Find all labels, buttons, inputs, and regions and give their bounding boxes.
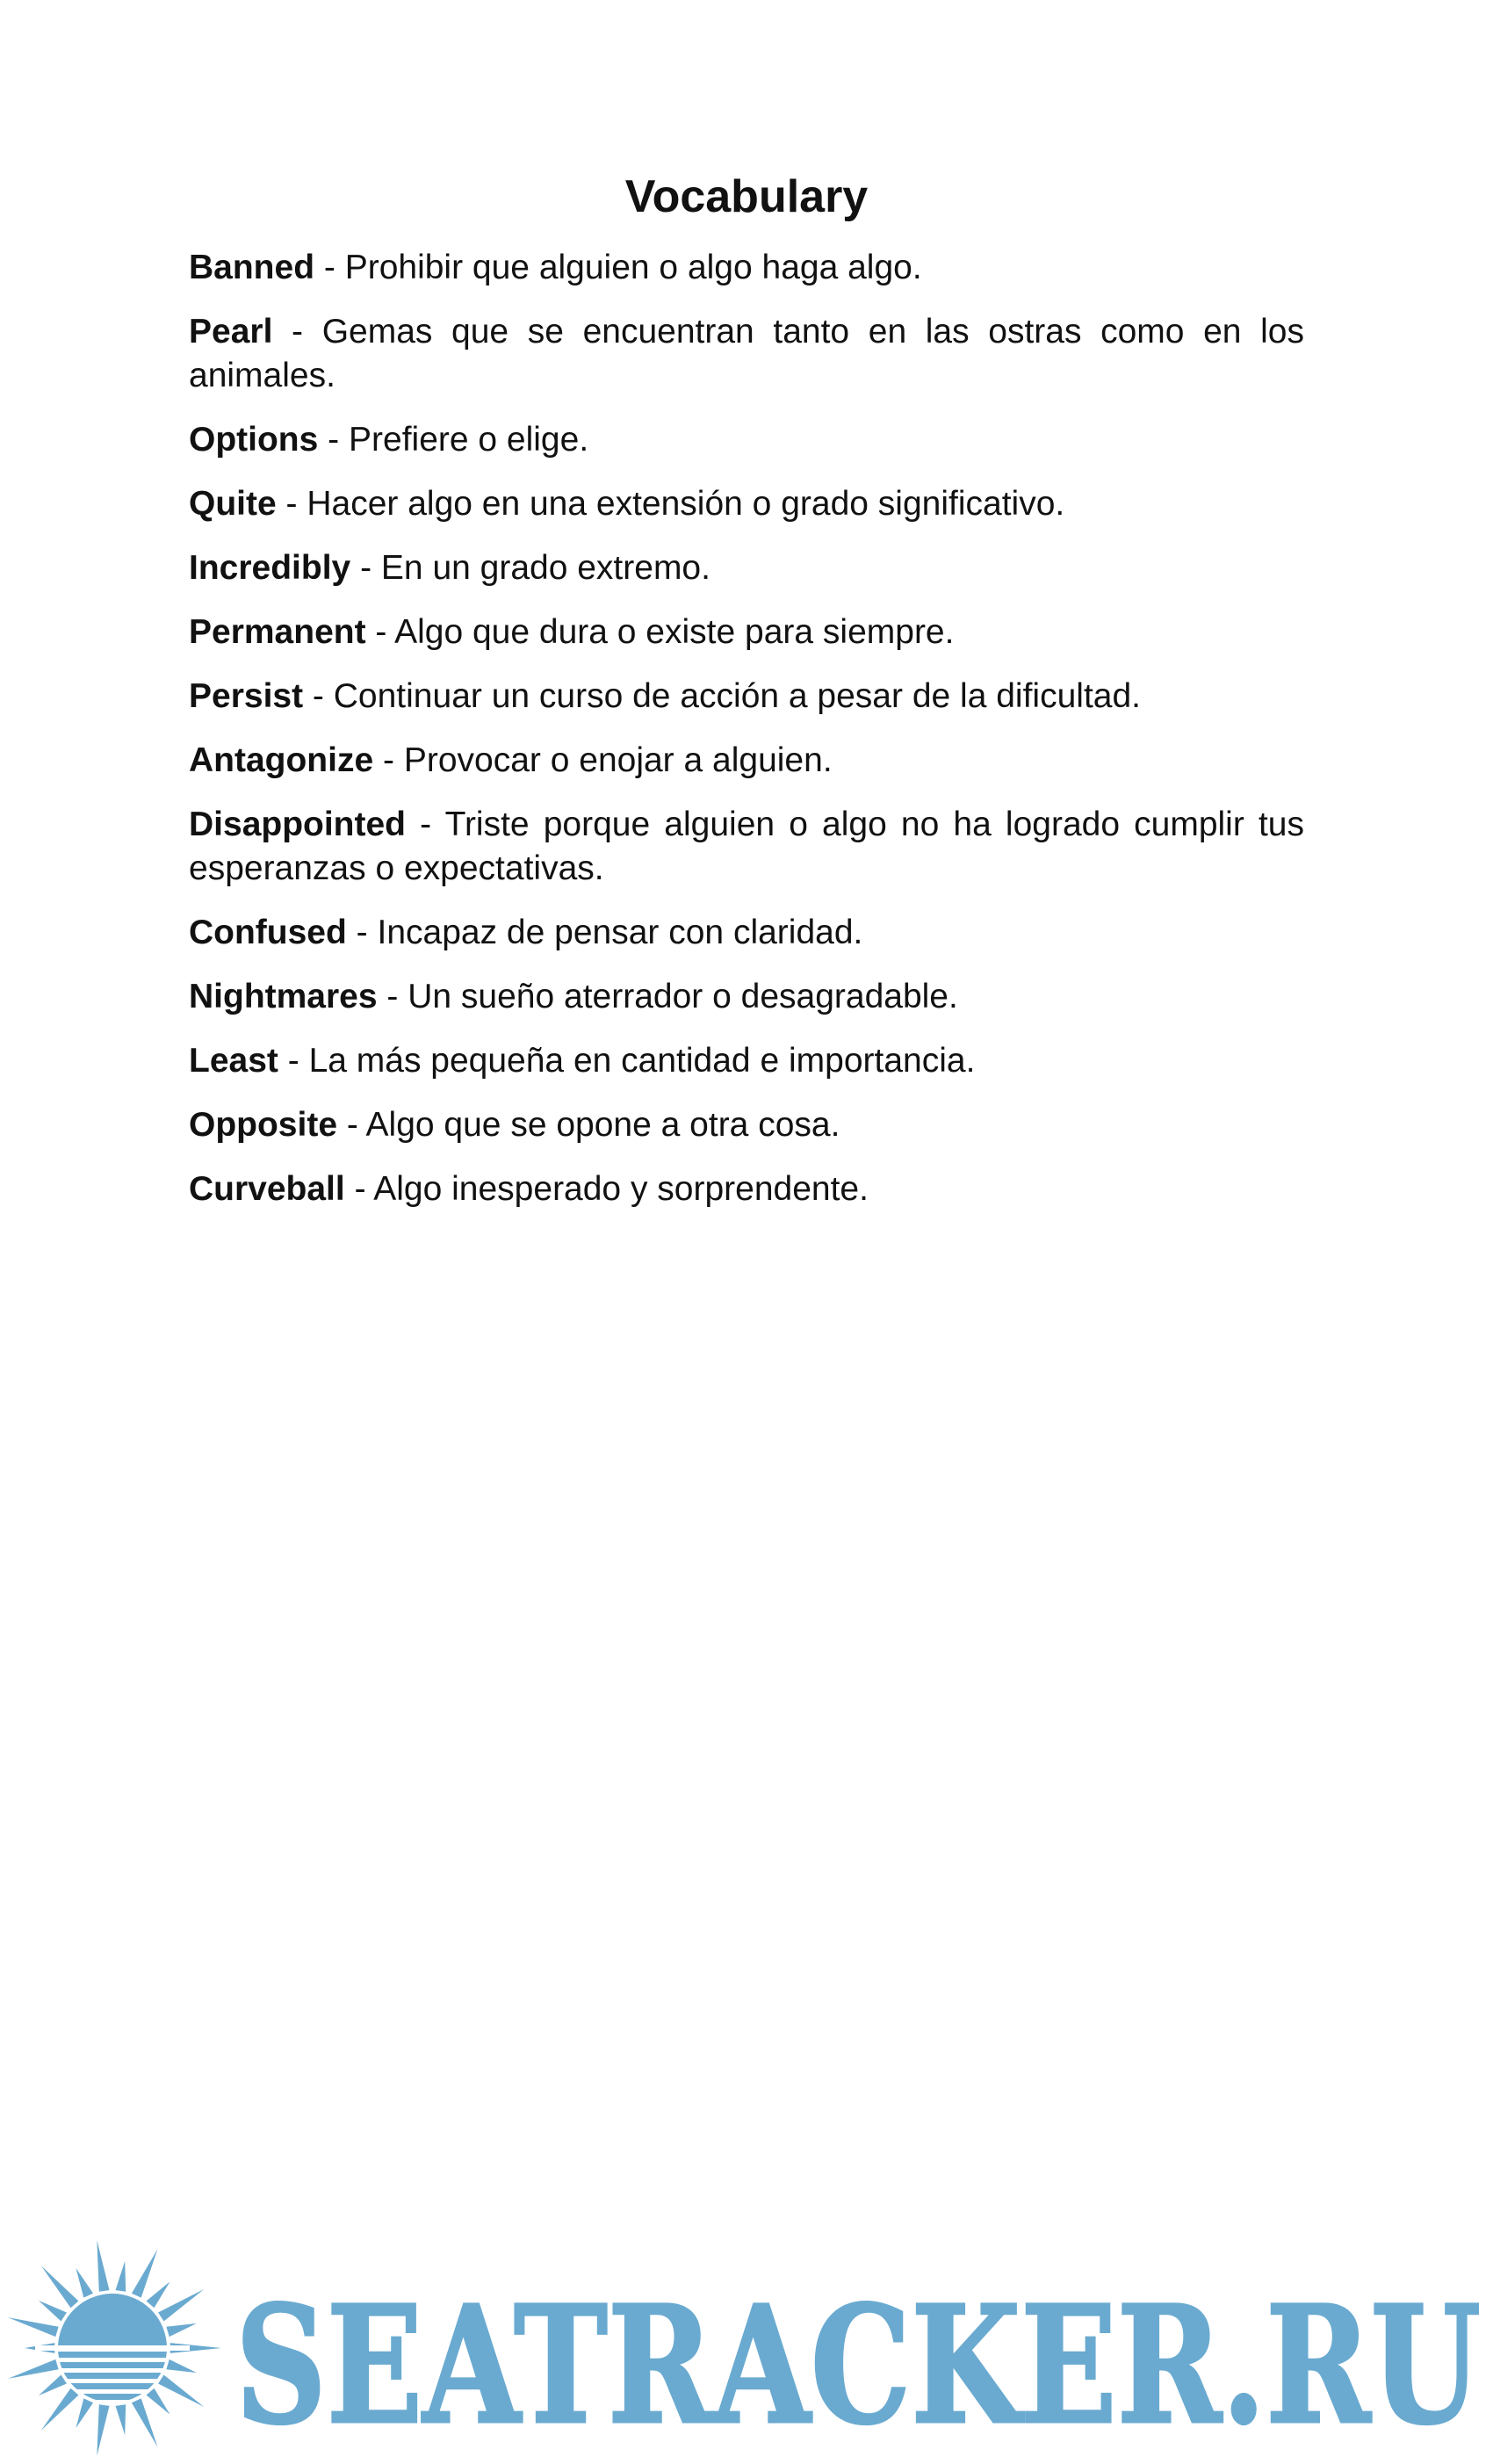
vocab-term: Disappointed: [189, 806, 407, 843]
separator: -: [303, 677, 334, 715]
vocab-definition: La más pequeña en cantidad e importancia.: [308, 1042, 976, 1080]
vocab-definition: Gemas que se encuentran tanto en las ostras como en los animales.: [189, 313, 1304, 394]
sun-ray: [41, 2388, 79, 2431]
vocab-term: Persist: [189, 677, 304, 715]
vocab-entry: [189, 611, 1304, 654]
sun-ray: [76, 2268, 93, 2298]
vocab-entry: [189, 418, 1304, 462]
separator: -: [346, 914, 378, 951]
separator: -: [272, 313, 322, 350]
watermark-graphic: [0, 2236, 1493, 2460]
vocab-definition: Algo que se opone a otra cosa.: [365, 1106, 840, 1144]
vocab-term: Options: [189, 421, 319, 459]
vocab-entry: [189, 246, 1304, 290]
sun-ray: [166, 2323, 197, 2337]
vocab-term: Pearl: [189, 313, 273, 350]
sun-ray: [132, 2249, 158, 2297]
vocab-term: Incredibly: [189, 549, 351, 587]
vocab-term: Quite: [189, 485, 277, 523]
vocab-definition: Provocar o enojar a alguien.: [403, 741, 833, 779]
separator: -: [365, 613, 395, 651]
sun-icon: [8, 2240, 221, 2455]
vocab-definition: En un grado extremo.: [380, 549, 710, 587]
vocab-definition: Incapaz de pensar con claridad.: [377, 914, 863, 951]
vocab-term: Least: [189, 1042, 278, 1080]
vocab-definition: Un sueño aterrador o desagradable.: [408, 978, 958, 1015]
sun-ray: [115, 2261, 126, 2292]
sun-ray: [41, 2265, 79, 2308]
sun-ray: [76, 2398, 93, 2428]
separator: -: [344, 1170, 374, 1208]
vocab-entry: [189, 482, 1304, 526]
sun-ray: [39, 2375, 67, 2396]
sun-ray: [158, 2375, 204, 2407]
vocab-definition: Continuar un curso de acción a pesar de la dificultad.: [333, 677, 1141, 715]
vocab-term: Nightmares: [189, 978, 378, 1015]
vocab-entry: [189, 1103, 1304, 1147]
separator: -: [406, 806, 445, 843]
vocab-entry: [189, 739, 1304, 783]
vocab-definition: Algo que dura o existe para siempre.: [394, 613, 955, 651]
vocab-definition: Triste porque alguien o algo no ha logrado cumplir tus esperanzas o expectativas.: [189, 806, 1304, 887]
sun-ray: [132, 2398, 158, 2446]
sun-horizon: [35, 2345, 190, 2351]
sun-ray: [39, 2301, 67, 2322]
sun-ray: [97, 2404, 109, 2456]
vocab-term: Permanent: [189, 613, 366, 651]
vocab-definition: Algo inesperado y sorprendente.: [373, 1170, 869, 1208]
vocab-term: Confused: [189, 914, 347, 951]
vocab-entry: [189, 1039, 1304, 1083]
sun-ray: [166, 2359, 197, 2373]
sun-ray: [97, 2240, 109, 2292]
sun-ray: [147, 2281, 170, 2308]
vocab-entry: [189, 975, 1304, 1019]
sun-ray: [147, 2388, 170, 2415]
separator: -: [314, 249, 345, 286]
separator: -: [377, 978, 408, 1015]
vocab-definition: Prohibir que alguien o algo haga algo.: [344, 249, 922, 286]
sun-ray: [115, 2404, 126, 2435]
page-title: Vocabulary: [624, 171, 869, 222]
vocab-term: Antagonize: [189, 741, 374, 779]
watermark-text: SEATRACKER.RU: [235, 2271, 1481, 2460]
vocab-entry: [189, 1167, 1304, 1211]
sun-ray: [8, 2359, 59, 2379]
vocab-entry: [189, 911, 1304, 955]
vocabulary-list: [189, 246, 1304, 1232]
vocab-entry: [189, 675, 1304, 719]
sun-ray: [8, 2317, 59, 2337]
vocab-entry: [189, 546, 1304, 590]
vocab-entry: [189, 310, 1304, 398]
separator: -: [276, 485, 307, 523]
vocab-term: Banned: [189, 249, 315, 286]
vocab-definition: Hacer algo en una extensión o grado significativo.: [307, 485, 1065, 523]
vocab-term: Curveball: [189, 1170, 345, 1208]
separator: -: [350, 549, 381, 587]
watermark-logo: [0, 2236, 1493, 2460]
separator: -: [318, 421, 349, 459]
vocab-entry: [189, 803, 1304, 891]
sun-ray: [158, 2289, 204, 2321]
vocab-definition: Prefiere o elige.: [349, 421, 589, 459]
separator: -: [278, 1042, 309, 1080]
separator: -: [337, 1106, 366, 1144]
separator: -: [373, 741, 404, 779]
vocab-term: Opposite: [189, 1106, 338, 1144]
